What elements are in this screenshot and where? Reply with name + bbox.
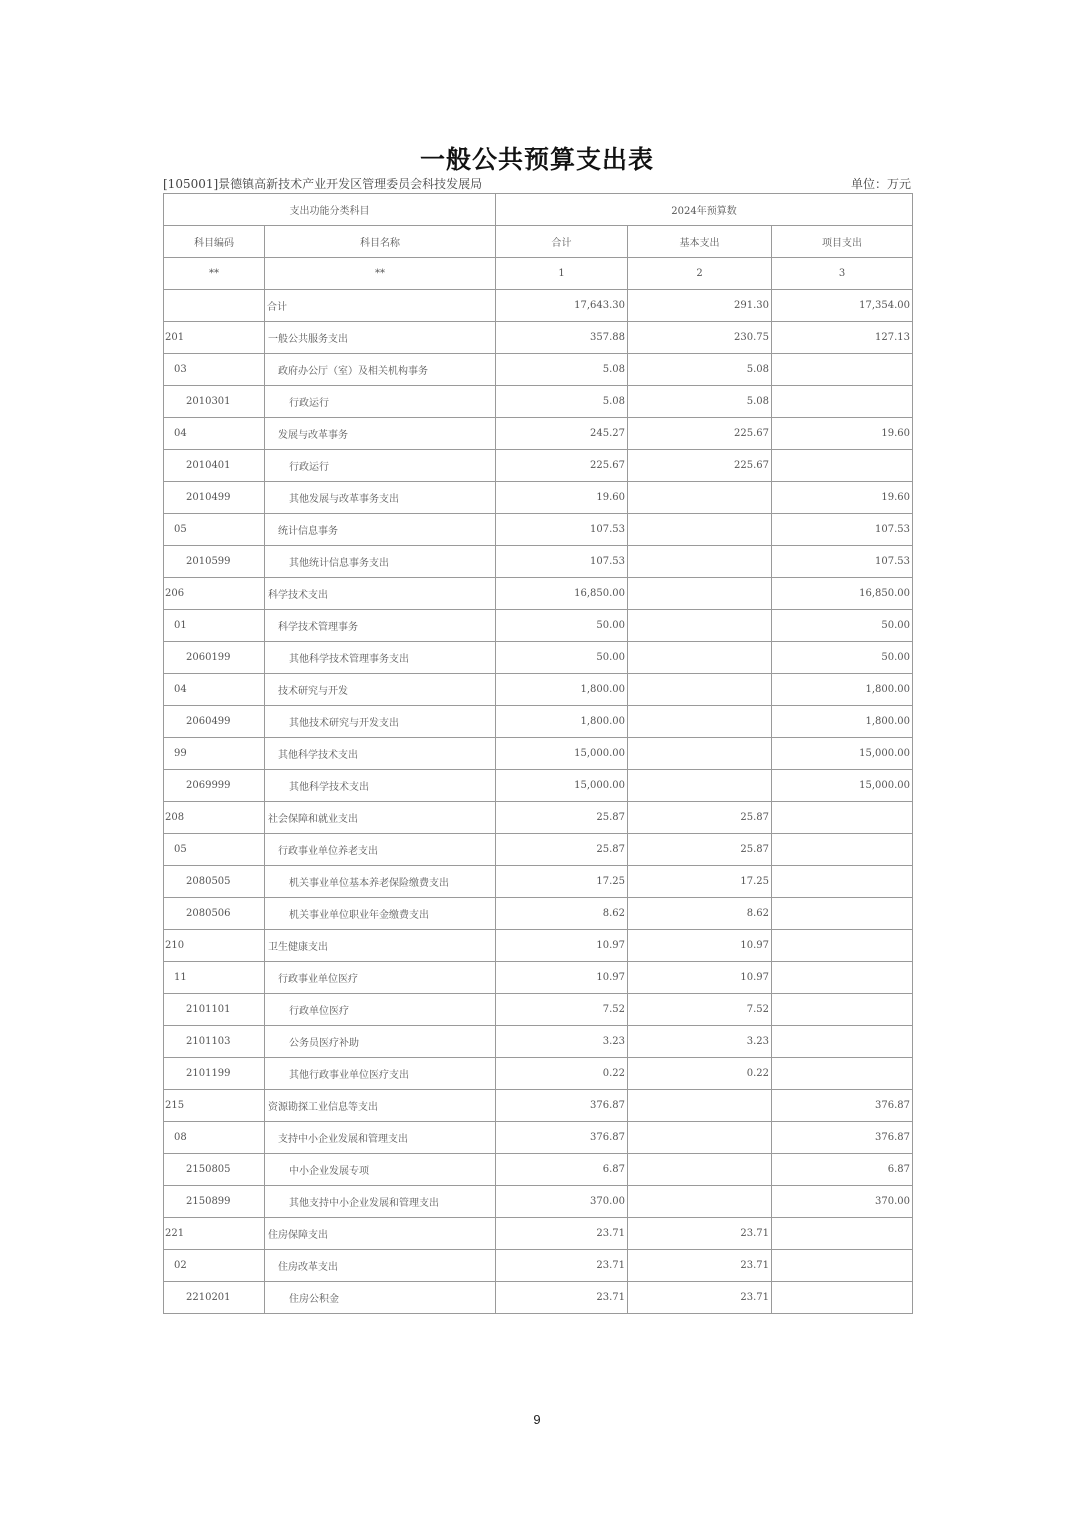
header-group-row [164,194,913,226]
row-name: 行政事业单位养老支出 [265,834,496,866]
table-meta [163,175,911,192]
row-basic: 291.30 [628,290,772,322]
index-total: 1 [496,258,628,290]
row-project [772,930,913,962]
row-project: 50.00 [772,642,913,674]
row-name: 其他科学技术管理事务支出 [265,642,496,674]
row-code: 2060499 [164,706,265,738]
row-code: 206 [164,578,265,610]
row-total: 3.23 [496,1026,628,1058]
row-total: 17.25 [496,866,628,898]
table-row [164,418,913,450]
row-total: 357.88 [496,322,628,354]
currency-unit: 单位：万元 [850,177,911,191]
row-code: 2010599 [164,546,265,578]
table-row [164,322,913,354]
row-total: 25.87 [496,802,628,834]
row-total: 370.00 [496,1186,628,1218]
table-row [164,642,913,674]
row-basic [628,1090,772,1122]
table-row [164,450,913,482]
row-project: 127.13 [772,322,913,354]
row-basic [628,706,772,738]
row-total: 50.00 [496,610,628,642]
row-total: 23.71 [496,1282,628,1314]
row-project [772,1218,913,1250]
row-name: 行政单位医疗 [265,994,496,1026]
row-code: 2010401 [164,450,265,482]
row-total: 7.52 [496,994,628,1026]
row-project [772,994,913,1026]
row-project [772,962,913,994]
table-row [164,546,913,578]
row-basic [628,482,772,514]
table-row [164,386,913,418]
header-project: 项目支出 [772,226,913,258]
row-basic [628,1186,772,1218]
row-code: 2150899 [164,1186,265,1218]
row-total: 8.62 [496,898,628,930]
row-basic: 5.08 [628,386,772,418]
row-total: 10.97 [496,962,628,994]
row-project [772,1058,913,1090]
table-row [164,770,913,802]
row-code: 08 [164,1122,265,1154]
table-row [164,994,913,1026]
row-name: 其他支持中小企业发展和管理支出 [265,1186,496,1218]
row-name: 资源勘探工业信息等支出 [265,1090,496,1122]
row-project [772,898,913,930]
row-name: 发展与改革事务 [265,418,496,450]
row-project [772,1026,913,1058]
table-row [164,738,913,770]
table-row [164,706,913,738]
row-project [772,450,913,482]
index-code: ** [164,258,265,290]
row-total: 376.87 [496,1090,628,1122]
row-project: 15,000.00 [772,738,913,770]
row-basic: 225.67 [628,450,772,482]
row-total: 0.22 [496,1058,628,1090]
row-code: 05 [164,834,265,866]
table-row [164,1186,913,1218]
row-name: 行政运行 [265,450,496,482]
row-name: 科学技术支出 [265,578,496,610]
header-function-classification: 支出功能分类科目 [164,194,496,226]
row-project: 19.60 [772,482,913,514]
row-basic [628,642,772,674]
row-code: 04 [164,418,265,450]
row-total: 5.08 [496,354,628,386]
row-project: 19.60 [772,418,913,450]
row-project [772,1250,913,1282]
row-name: 科学技术管理事务 [265,610,496,642]
row-basic: 5.08 [628,354,772,386]
row-total: 16,850.00 [496,578,628,610]
row-project: 15,000.00 [772,770,913,802]
row-code: 2010499 [164,482,265,514]
row-project: 370.00 [772,1186,913,1218]
row-project: 107.53 [772,546,913,578]
row-code: 2210201 [164,1282,265,1314]
table-row [164,482,913,514]
table-row [164,866,913,898]
row-code: 2010301 [164,386,265,418]
row-name: 社会保障和就业支出 [265,802,496,834]
row-basic: 25.87 [628,834,772,866]
row-project: 107.53 [772,514,913,546]
row-basic: 0.22 [628,1058,772,1090]
table-row [164,802,913,834]
row-project: 1,800.00 [772,706,913,738]
row-name: 中小企业发展专项 [265,1154,496,1186]
row-basic [628,738,772,770]
header-basic: 基本支出 [628,226,772,258]
row-code: 04 [164,674,265,706]
row-project: 17,354.00 [772,290,913,322]
table-row [164,1058,913,1090]
row-total: 17,643.30 [496,290,628,322]
row-name: 住房保障支出 [265,1218,496,1250]
row-total: 376.87 [496,1122,628,1154]
row-project: 6.87 [772,1154,913,1186]
row-total: 1,800.00 [496,674,628,706]
table-row [164,962,913,994]
page-number: 9 [533,1412,541,1427]
table-row [164,514,913,546]
row-code: 2080506 [164,898,265,930]
row-total: 25.87 [496,834,628,866]
row-name: 机关事业单位基本养老保险缴费支出 [265,866,496,898]
row-basic [628,674,772,706]
row-basic [628,514,772,546]
row-code [164,290,265,322]
row-basic: 8.62 [628,898,772,930]
table-row [164,1090,913,1122]
row-total: 5.08 [496,386,628,418]
row-basic: 17.25 [628,866,772,898]
row-project: 376.87 [772,1122,913,1154]
row-name: 支持中小企业发展和管理支出 [265,1122,496,1154]
row-name: 机关事业单位职业年金缴费支出 [265,898,496,930]
row-name: 统计信息事务 [265,514,496,546]
row-name: 政府办公厅（室）及相关机构事务 [265,354,496,386]
row-code: 215 [164,1090,265,1122]
row-basic [628,770,772,802]
header-total: 合计 [496,226,628,258]
row-name: 住房改革支出 [265,1250,496,1282]
header-index-row [164,258,913,290]
row-name: 行政运行 [265,386,496,418]
table-row [164,354,913,386]
row-code: 2101103 [164,1026,265,1058]
row-project: 50.00 [772,610,913,642]
table-row [164,1250,913,1282]
row-project [772,1282,913,1314]
row-name: 卫生健康支出 [265,930,496,962]
row-name: 其他发展与改革事务支出 [265,482,496,514]
row-project: 376.87 [772,1090,913,1122]
row-total: 225.67 [496,450,628,482]
row-code: 2060199 [164,642,265,674]
row-code: 201 [164,322,265,354]
table-row [164,674,913,706]
row-total: 107.53 [496,514,628,546]
page-title: 一般公共预算支出表 [419,145,654,174]
table-row [164,898,913,930]
row-code: 11 [164,962,265,994]
row-basic: 7.52 [628,994,772,1026]
row-code: 221 [164,1218,265,1250]
row-name: 技术研究与开发 [265,674,496,706]
row-name: 其他科学技术支出 [265,770,496,802]
row-code: 05 [164,514,265,546]
table-row [164,1026,913,1058]
row-code: 210 [164,930,265,962]
row-code: 2080505 [164,866,265,898]
row-basic: 3.23 [628,1026,772,1058]
row-total: 107.53 [496,546,628,578]
row-basic: 10.97 [628,962,772,994]
row-project [772,866,913,898]
header-code: 科目编码 [164,226,265,258]
row-basic: 230.75 [628,322,772,354]
header-name: 科目名称 [265,226,496,258]
table-row [164,1218,913,1250]
row-code: 208 [164,802,265,834]
index-name: ** [265,258,496,290]
row-code: 2150805 [164,1154,265,1186]
row-total: 245.27 [496,418,628,450]
unit-organization: [105001]景德镇高新技术产业开发区管理委员会科技发展局 [163,177,483,191]
row-basic: 23.71 [628,1218,772,1250]
row-code: 2101101 [164,994,265,1026]
index-basic: 2 [628,258,772,290]
row-code: 2101199 [164,1058,265,1090]
table-row [164,834,913,866]
row-project: 1,800.00 [772,674,913,706]
table-row [164,610,913,642]
row-name: 一般公共服务支出 [265,322,496,354]
table-row [164,1122,913,1154]
table-row [164,930,913,962]
row-name: 行政事业单位医疗 [265,962,496,994]
table-row [164,1282,913,1314]
table-row [164,578,913,610]
row-basic [628,578,772,610]
row-total: 1,800.00 [496,706,628,738]
row-basic [628,610,772,642]
row-code: 2069999 [164,770,265,802]
row-basic: 23.71 [628,1250,772,1282]
row-code: 01 [164,610,265,642]
budget-expenditure-table [163,193,913,1314]
row-basic [628,1122,772,1154]
row-project [772,386,913,418]
row-project [772,802,913,834]
row-basic: 23.71 [628,1282,772,1314]
row-basic: 10.97 [628,930,772,962]
header-column-row [164,226,913,258]
row-name: 其他行政事业单位医疗支出 [265,1058,496,1090]
row-basic: 25.87 [628,802,772,834]
header-budget-year: 2024年预算数 [496,194,913,226]
index-project: 3 [772,258,913,290]
row-total: 6.87 [496,1154,628,1186]
row-name: 公务员医疗补助 [265,1026,496,1058]
row-total: 19.60 [496,482,628,514]
row-basic: 225.67 [628,418,772,450]
row-total: 23.71 [496,1250,628,1282]
row-name: 其他统计信息事务支出 [265,546,496,578]
row-code: 02 [164,1250,265,1282]
row-name: 合计 [265,290,496,322]
row-name: 住房公积金 [265,1282,496,1314]
row-code: 99 [164,738,265,770]
table-row [164,1154,913,1186]
row-project: 16,850.00 [772,578,913,610]
row-basic [628,546,772,578]
row-total: 23.71 [496,1218,628,1250]
row-total: 50.00 [496,642,628,674]
row-project [772,354,913,386]
row-code: 03 [164,354,265,386]
table-row [164,290,913,322]
row-total: 15,000.00 [496,738,628,770]
table-body [164,290,913,1314]
row-project [772,834,913,866]
row-name: 其他技术研究与开发支出 [265,706,496,738]
row-total: 10.97 [496,930,628,962]
row-name: 其他科学技术支出 [265,738,496,770]
row-basic [628,1154,772,1186]
row-total: 15,000.00 [496,770,628,802]
